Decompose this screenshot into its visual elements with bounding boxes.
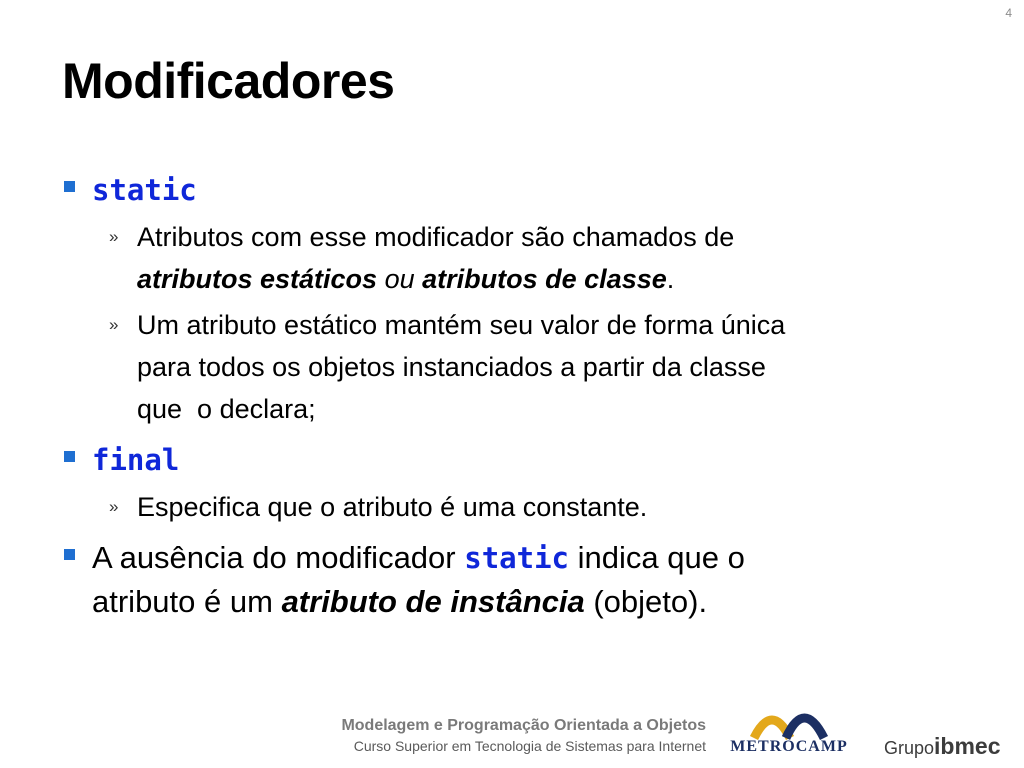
metrocamp-logo [730,700,848,762]
bullet-absence [62,536,962,624]
sub-bullet-final [62,486,957,528]
period: . [666,264,675,294]
metrocamp-wordmark: METROCAMP [730,738,848,755]
slide-number: 4 [1005,6,1012,20]
conjunction: ou [384,264,415,294]
double-chevron-icon: » [109,315,119,334]
footer-course-info [341,716,706,756]
emphasis-static-attributes: atributos estáticos [137,264,378,294]
static-keyword: static [92,173,197,207]
slide-content [62,168,962,624]
sub-bullet-static-value [62,304,957,430]
double-chevron-icon: » [109,227,119,246]
text: Atributos com esse modificador são chamados de [137,222,735,252]
emphasis-class-attributes: atributos de classe [422,264,667,294]
double-chevron-icon: » [109,497,119,516]
text: indica que o [577,540,745,575]
text-line: Um atributo estático mantém seu valor de forma única [137,310,786,340]
text-line: para todos os objetos instanciados a partir da classe [137,352,766,382]
square-bullet-icon [64,451,75,462]
text: A ausência do modificador [92,540,456,575]
grupo-wordmark: Grupo [884,738,935,758]
static-keyword: static [464,541,570,575]
metrocamp-arches-icon [730,700,848,740]
bullet-final [62,438,962,482]
emphasis-instance-attribute: atributo de instância [281,584,585,619]
grupo-ibmec-logo [884,733,1001,760]
text: Especifica que o atributo é uma constante. [137,492,648,522]
text: (objeto). [593,584,708,619]
slide-title: Modificadores [62,53,395,109]
text-line: que o declara; [137,394,316,424]
sub-bullet-static-attributes [62,216,957,300]
footer-course-title: Modelagem e Programação Orientada a Objetos [341,717,706,734]
final-keyword: final [92,443,180,477]
square-bullet-icon [64,549,75,560]
ibmec-wordmark: ibmec [934,733,1001,759]
bullet-static [62,168,962,212]
square-bullet-icon [64,181,75,192]
footer-course-subtitle: Curso Superior em Tecnologia de Sistemas para Internet [353,738,706,754]
text: atributo é um [92,584,273,619]
